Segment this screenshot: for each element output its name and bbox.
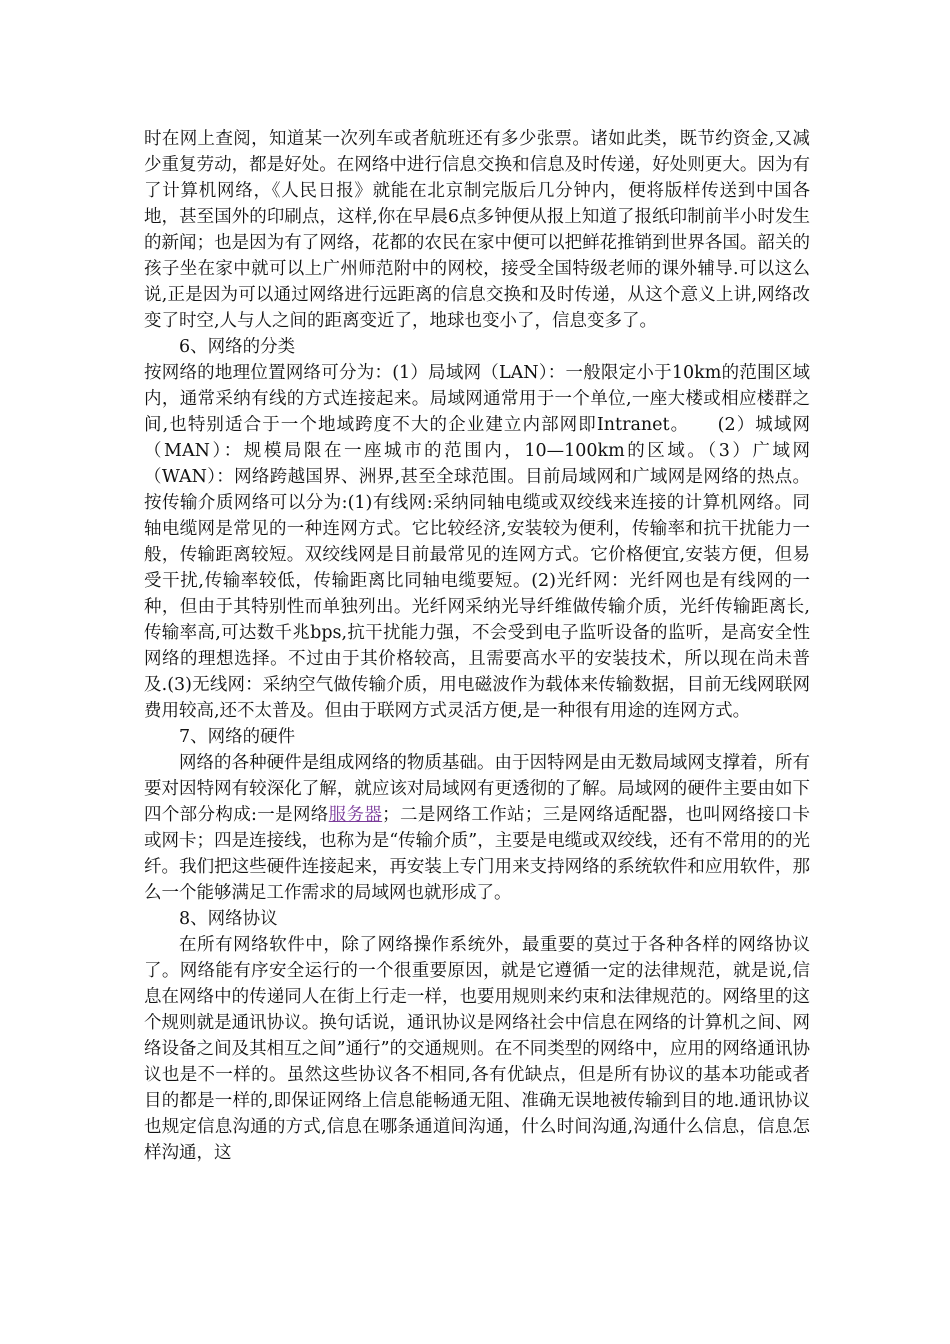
paragraph-hardware (144, 750, 810, 906)
server-link[interactable]: 服务器 (328, 805, 383, 825)
hardware-text-start: 网络的各种硬件是组成网络的物质基础。由于因特网是由无数局域网支撑着，所有要对因特网有较深化了解，就应该对局域网有更透彻的了解。局域网的硬件主要由如下四个部分构成:一是网络 (144, 753, 810, 825)
heading-network-hardware: 7、网络的硬件 (179, 727, 296, 747)
heading-network-classification: 6、网络的分类 (179, 337, 296, 357)
hardware-text-end: ；二是网络工作站；三是网络适配器，也叫网络接口卡或网卡；四是连接线，也称为是“传输介质”，主要是电缆或双绞线，还有不常用的的光纤。我们把这些硬件连接起来，再安装上专门用来支持网络的系统软件和应用软件，那么一个能够满足工作需求的局域网也就形成了。 (144, 805, 810, 903)
document-page (144, 126, 810, 1166)
paragraph-benefits: 时在网上查阅，知道某一次列车或者航班还有多少张票。诸如此类，既节约资金,又减少重复劳动，都是好处。在网络中进行信息交换和信息及时传递，好处则更大。因为有了计算机网络，《人民日报》就能在北京制完版后几分钟内，便将版样传送到中国各地，甚至国外的印刷点，这样,你在早晨6点多钟便从报上知道了报纸印制前半小时发生的新闻；也是因为有了网络，花都的农民在家中便可以把鲜花推销到世界各国。韶关的孩子坐在家中就可以上广州师范附中的网校，接受全国特级老师的课外辅导.可以这么说,正是因为可以通过网络进行远距离的信息交换和及时传递，从这个意义上讲,网络改变了时空,人与人之间的距离变近了，地球也变小了，信息变多了。 (144, 129, 810, 331)
heading-network-protocol: 8、网络协议 (179, 909, 278, 929)
paragraph-protocol: 在所有网络软件中，除了网络操作系统外，最重要的莫过于各种各样的网络协议了。网络能有序安全运行的一个很重要原因，就是它遵循一定的法律规范，就是说,信息在网络中的传递同人在街上行走一样，也要用规则来约束和法律规范的。网络里的这个规则就是通讯协议。换句话说，通讯协议是网络社会中信息在网络的计算机之间、网络设备之间及其相互之间”通行”的交通规则。在不同类型的网络中，应用的网络通讯协议也是不一样的。虽然这些协议各不相同,各有优缺点，但是所有协议的基本功能或者目的都是一样的,即保证网络上信息能畅通无阻、准确无误地被传输到目的地.通讯协议也规定信息沟通的方式,信息在哪条通道间沟通，什么时间沟通,沟通什么信息，信息怎样沟通，这 (144, 935, 810, 1163)
paragraph-classification: 按网络的地理位置网络可分为：(1）局域网（LAN）：一般限定小于10km的范围区域内，通常采纳有线的方式连接起来。局域网通常用于一个单位,一座大楼或相应楼群之间,也特别适合于一个地域跨度不大的企业建立内部网即Intranet。 (2）城域网（MAN）：规模局限在一座城市的范围内，10—100km的区域。（3）广域网（WAN）：网络跨越国界、洲界,甚至全球范围。目前局域网和广域网是网络的热点。按传输介质网络可以分为:(1)有线网:采纳同轴电缆或双绞线来连接的计算机网络。同轴电缆网是常见的一种连网方式。它比较经济,安装较为便利，传输率和抗干扰能力一般，传输距离较短。双绞线网是目前最常见的连网方式。它价格便宜,安装方便，但易受干扰,传输率较低，传输距离比同轴电缆要短。(2)光纤网：光纤网也是有线网的一种，但由于其特别性而单独列出。光纤网采纳光导纤维做传输介质，光纤传输距离长,传输率高,可达数千兆bps,抗干扰能力强，不会受到电子监听设备的监听，是高安全性网络的理想选择。不过由于其价格较高，且需要高水平的安装技术，所以现在尚未普及.(3)无线网：采纳空气做传输介质，用电磁波作为载体来传输数据，目前无线网联网费用较高,还不太普及。但由于联网方式灵活方便,是一种很有用途的连网方式。 (144, 363, 810, 721)
